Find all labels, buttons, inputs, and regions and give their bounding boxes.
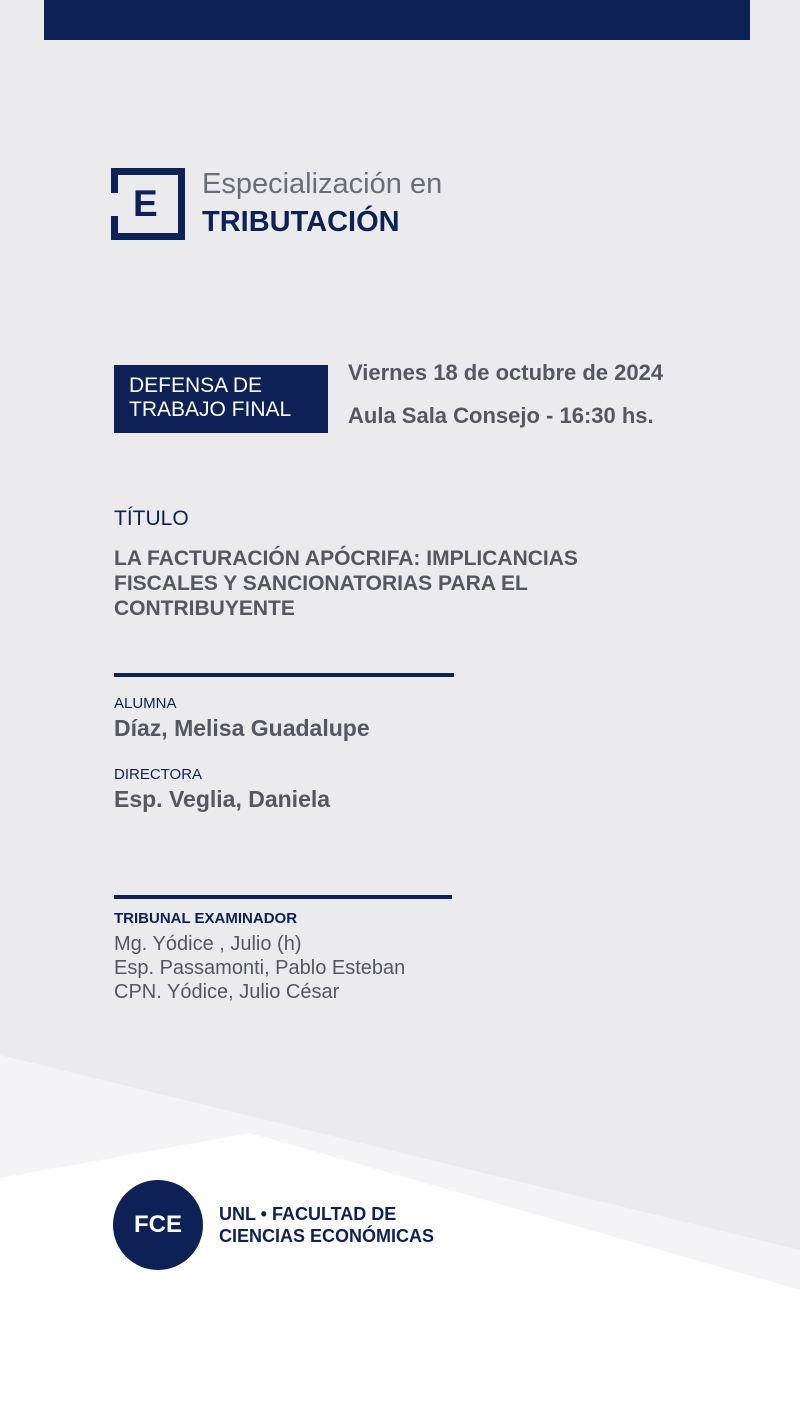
program-name-line1: Especialización en	[202, 168, 443, 200]
program-logo	[111, 168, 185, 240]
logo-letter: E	[133, 183, 158, 224]
thesis-title-line: FISCALES Y SANCIONATORIAS PARA EL	[114, 572, 528, 595]
defense-badge	[114, 365, 328, 433]
student-label: ALUMNA	[114, 695, 177, 712]
tribunal-member: Mg. Yódice , Julio (h)	[114, 933, 302, 955]
defense-badge-line2: TRABAJO FINAL	[129, 398, 292, 421]
program-name-line2: TRIBUTACIÓN	[202, 206, 400, 238]
thesis-title-line: CONTRIBUYENTE	[114, 597, 295, 620]
thesis-title-line: LA FACTURACIÓN APÓCRIFA: IMPLICANCIAS	[114, 547, 578, 570]
event-date: Viernes 18 de octubre de 2024	[348, 360, 664, 385]
fce-logo: FCE	[113, 1180, 203, 1270]
section-divider	[114, 673, 454, 677]
thesis-title	[114, 546, 674, 621]
top-banner	[44, 0, 750, 40]
tribunal-members	[114, 932, 405, 1004]
student-name: Díaz, Melisa Guadalupe	[114, 715, 370, 741]
defense-badge-line1: DEFENSA DE	[129, 374, 263, 397]
tribunal-member: CPN. Yódice, Julio César	[114, 981, 340, 1003]
tribunal-member: Esp. Passamonti, Pablo Esteban	[114, 957, 406, 979]
institution-name-line2: CIENCIAS ECONÓMICAS	[219, 1226, 435, 1246]
section-divider	[114, 895, 452, 899]
logo-frame-left-bottom	[111, 216, 118, 240]
director-name: Esp. Veglia, Daniela	[114, 786, 331, 812]
event-place-time: Aula Sala Consejo - 16:30 hs.	[348, 403, 654, 428]
tribunal-label: TRIBUNAL EXAMINADOR	[114, 910, 298, 927]
institution-name-line1: UNL • FACULTAD DE	[219, 1204, 397, 1224]
thesis-title-label: TÍTULO	[114, 507, 189, 530]
logo-frame-left-top	[111, 168, 118, 193]
director-label: DIRECTORA	[114, 766, 203, 783]
